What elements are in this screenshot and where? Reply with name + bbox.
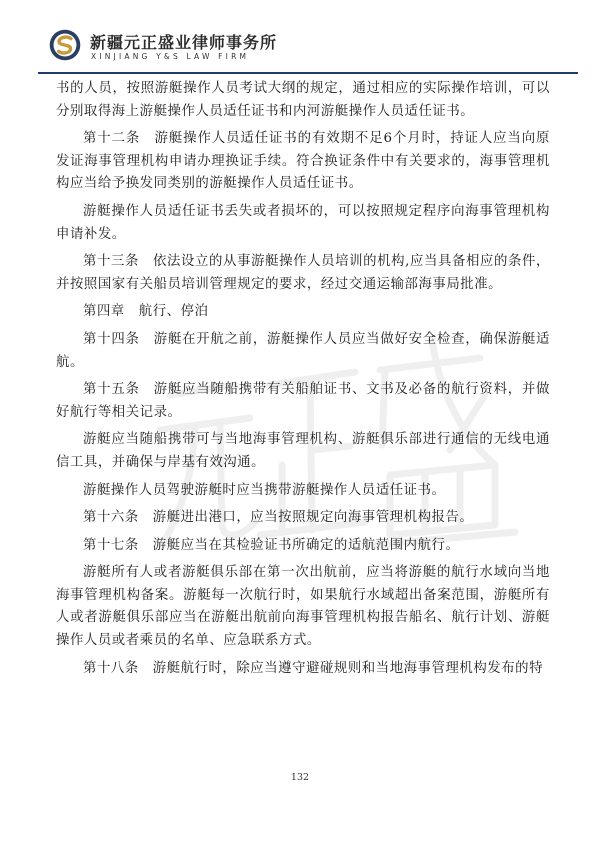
article-12-lost-certificate: 游艇操作人员适任证书丢失或者损坏的，可以按照规定程序向海事管理机构申请补发。 bbox=[56, 203, 550, 242]
paragraph-continuation: 书的人员，按照游艇操作人员考试大纲的规定，通过相应的实际操作培训，可以分别取得海上游艇操作人员适任证书和内河游艇操作人员适任证书。 bbox=[56, 81, 550, 119]
firm-name-cn: 新疆元正盛业律师事务所 bbox=[90, 33, 278, 52]
firm-logo-icon bbox=[48, 28, 82, 62]
page-number: 132 bbox=[290, 772, 310, 783]
firm-name-en: XINJIANG Y&S LAW FIRM bbox=[91, 52, 250, 61]
article-15: 第十五条 游艇应当随船携带有关船舶证书、文书及必备的航行资料，并做好航行等相关记录。 bbox=[56, 382, 550, 420]
article-14: 第十四条 游艇在开航之前，游艇操作人员应当做好安全检查，确保游艇适航。 bbox=[56, 331, 550, 370]
article-17: 第十七条 游艇应当在其检验证书所确定的适航范围内航行。 bbox=[83, 537, 460, 553]
article-15-certificate: 游艇操作人员驾驶游艇时应当携带游艇操作人员适任证书。 bbox=[83, 482, 446, 498]
page-header bbox=[38, 22, 578, 74]
chapter-4-heading: 第四章 航行、停泊 bbox=[83, 304, 209, 320]
article-18: 第十八条 游艇航行时，除应当遵守避碰规则和当地海事管理机构发布的特 bbox=[83, 660, 544, 676]
article-12: 第十二条 游艇操作人员适任证书的有效期不足6个月时，持证人应当向原发证海事管理机构申请办理换证手续。符合换证条件中有关要求的，海事管理机构应当给予换发同类别的游艇操作人员适任证书。 bbox=[56, 131, 550, 192]
article-16: 第十六条 游艇进出港口，应当按照规定向海事管理机构报告。 bbox=[83, 510, 474, 526]
article-15-radio: 游艇应当随船携带可与当地海事管理机构、游艇俱乐部进行通信的无线电通信工具，并确保与岸基有效沟通。 bbox=[56, 432, 550, 470]
article-13: 第十三条 依法设立的从事游艇操作人员培训的机构,应当具备相应的条件，并按照国家有关船员培训管理规定的要求，经过交通运输部海事局批准。 bbox=[56, 254, 550, 292]
article-17-filing: 游艇所有人或者游艇俱乐部在第一次出航前，应当将游艇的航行水域向当地海事管理机构备案。游艇每一次航行时，如果航行水域超出备案范围，游艇所有人或者游艇俱乐部应当在游艇出航前向海事管理机构报告船名、航行计划、游艇操作人员或者乘员的名单、应急联系方式。 bbox=[56, 565, 550, 649]
header-divider bbox=[38, 72, 578, 74]
document-body bbox=[56, 78, 550, 680]
